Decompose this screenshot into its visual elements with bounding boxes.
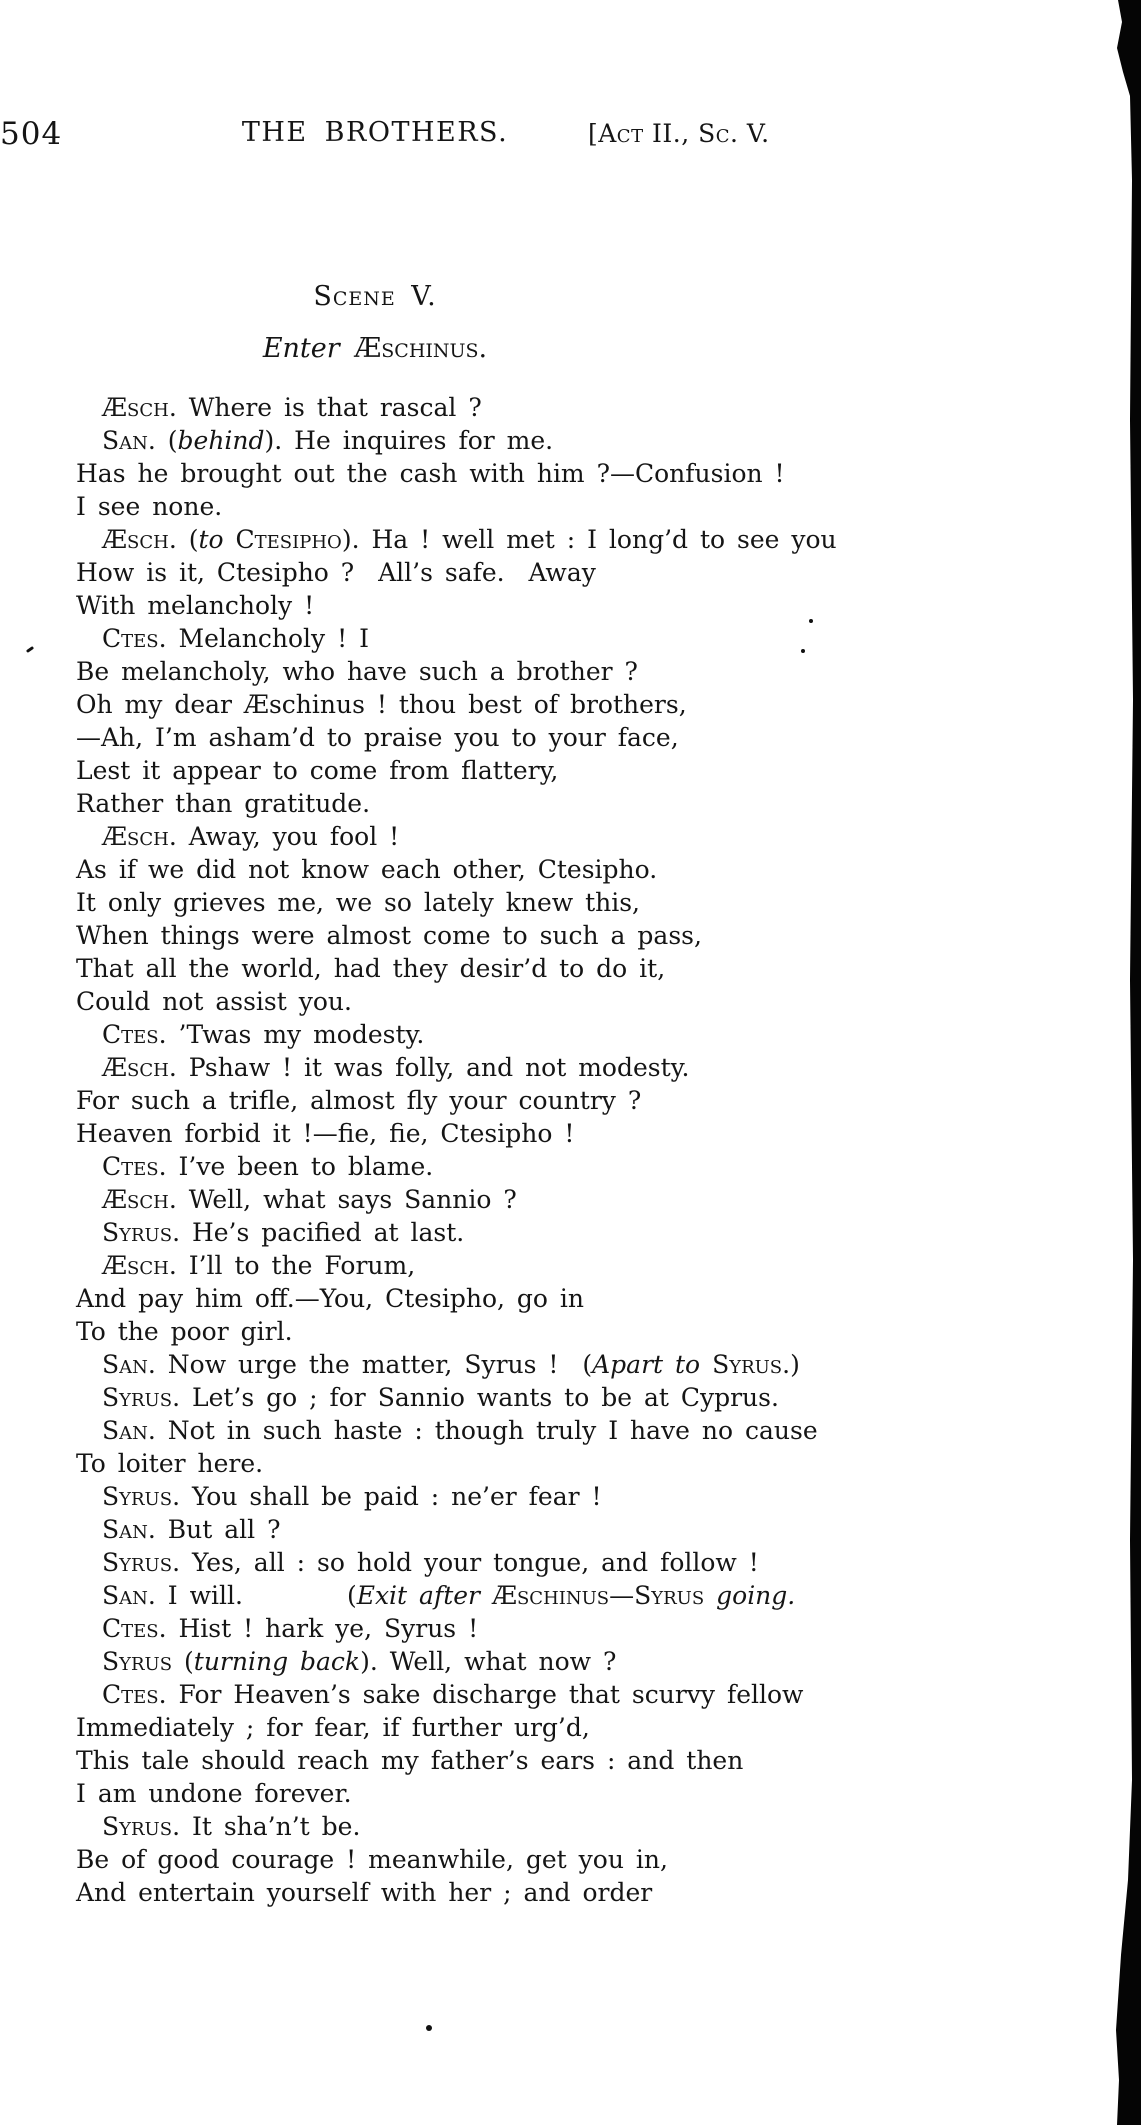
ink-speck bbox=[809, 619, 813, 623]
play-line: Æsch. (to Ctesipho). Ha ! well met : I long’d to see you bbox=[102, 525, 837, 554]
play-line: San. I will. (Exit after Æschinus—Syrus going. bbox=[102, 1581, 796, 1610]
page-header bbox=[0, 114, 880, 158]
play-line: Syrus. Yes, all : so hold your tongue, and follow ! bbox=[102, 1548, 759, 1577]
play-line: Æsch. Where is that rascal ? bbox=[102, 393, 482, 422]
act-scene-ref: [Act II., Sc. V. bbox=[588, 119, 770, 148]
play-line: Æsch. I’ll to the Forum, bbox=[102, 1251, 416, 1280]
play-line: With melancholy ! bbox=[76, 591, 315, 620]
play-line: Æsch. Well, what says Sannio ? bbox=[102, 1185, 517, 1214]
play-line: This tale should reach my father’s ears : and then bbox=[76, 1746, 744, 1775]
play-line: Be melancholy, who have such a brother ? bbox=[76, 657, 638, 686]
play-line: Syrus. He’s pacified at last. bbox=[102, 1218, 465, 1247]
play-line: That all the world, had they desir’d to do it, bbox=[76, 954, 666, 983]
play-line: Syrus. Let’s go ; for Sannio wants to be at Cyprus. bbox=[102, 1383, 779, 1412]
play-line: San. But all ? bbox=[102, 1515, 281, 1544]
play-line: I am undone forever. bbox=[76, 1779, 352, 1808]
play-line: Immediately ; for fear, if further urg’d, bbox=[76, 1713, 590, 1742]
play-line: San. (behind). He inquires for me. bbox=[102, 426, 554, 455]
ink-speck bbox=[801, 649, 805, 653]
ink-speck bbox=[26, 646, 34, 653]
play-line: Could not assist you. bbox=[76, 987, 352, 1016]
play-line: Heaven forbid it !—fie, fie, Ctesipho ! bbox=[76, 1119, 575, 1148]
play-line: To loiter here. bbox=[76, 1449, 264, 1478]
play-line: Ctes. For Heaven’s sake discharge that scurvy fellow bbox=[102, 1680, 804, 1709]
play-line: Rather than gratitude. bbox=[76, 789, 371, 818]
play-line: —Ah, I’m asham’d to praise you to your face, bbox=[76, 723, 679, 752]
play-line: San. Now urge the matter, Syrus ! (Apart to Syrus.) bbox=[102, 1350, 800, 1379]
scan-edge-artifact bbox=[1111, 0, 1141, 2125]
play-line: Ctes. Hist ! hark ye, Syrus ! bbox=[102, 1614, 479, 1643]
play-line: Be of good courage ! meanwhile, get you in, bbox=[76, 1845, 668, 1874]
play-line: I see none. bbox=[76, 492, 223, 521]
play-line: It only grieves me, we so lately knew this, bbox=[76, 888, 641, 917]
page-number: 504 bbox=[0, 116, 63, 152]
play-line: Oh my dear Æschinus ! thou best of brothers, bbox=[76, 690, 687, 719]
play-line: For such a trifle, almost fly your country ? bbox=[76, 1086, 642, 1115]
play-line: And entertain yourself with her ; and order bbox=[76, 1878, 653, 1907]
enter-character-name: Æschinus. bbox=[354, 333, 488, 364]
play-line: Has he brought out the cash with him ?—Confusion ! bbox=[76, 459, 785, 488]
play-line: How is it, Ctesipho ? All’s safe. Away bbox=[76, 558, 596, 587]
play-line: Syrus (turning back). Well, what now ? bbox=[102, 1647, 617, 1676]
play-line: Æsch. Pshaw ! it was folly, and not modesty. bbox=[102, 1053, 690, 1082]
play-line: Ctes. Melancholy ! I bbox=[102, 624, 369, 653]
play-line: Æsch. Away, you fool ! bbox=[102, 822, 400, 851]
play-line: When things were almost come to such a pass, bbox=[76, 921, 702, 950]
enter-word: Enter bbox=[262, 333, 355, 364]
play-line: Ctes. I’ve been to blame. bbox=[102, 1152, 434, 1181]
play-body bbox=[76, 391, 906, 1909]
enter-stage-direction bbox=[0, 333, 750, 364]
play-line: Ctes. ’Twas my modesty. bbox=[102, 1020, 425, 1049]
running-title: THE BROTHERS. bbox=[241, 117, 509, 148]
play-line: And pay him off.—You, Ctesipho, go in bbox=[76, 1284, 585, 1313]
play-line: San. Not in such haste : though truly I have no cause bbox=[102, 1416, 818, 1445]
play-line: As if we did not know each other, Ctesipho. bbox=[76, 855, 658, 884]
ink-speck bbox=[426, 2025, 432, 2031]
play-line: Syrus. It sha’n’t be. bbox=[102, 1812, 361, 1841]
play-line: Syrus. You shall be paid : ne’er fear ! bbox=[102, 1482, 602, 1511]
scene-heading: Scene V. bbox=[313, 281, 437, 312]
play-line: Lest it appear to come from flattery, bbox=[76, 756, 559, 785]
play-line: To the poor girl. bbox=[76, 1317, 293, 1346]
